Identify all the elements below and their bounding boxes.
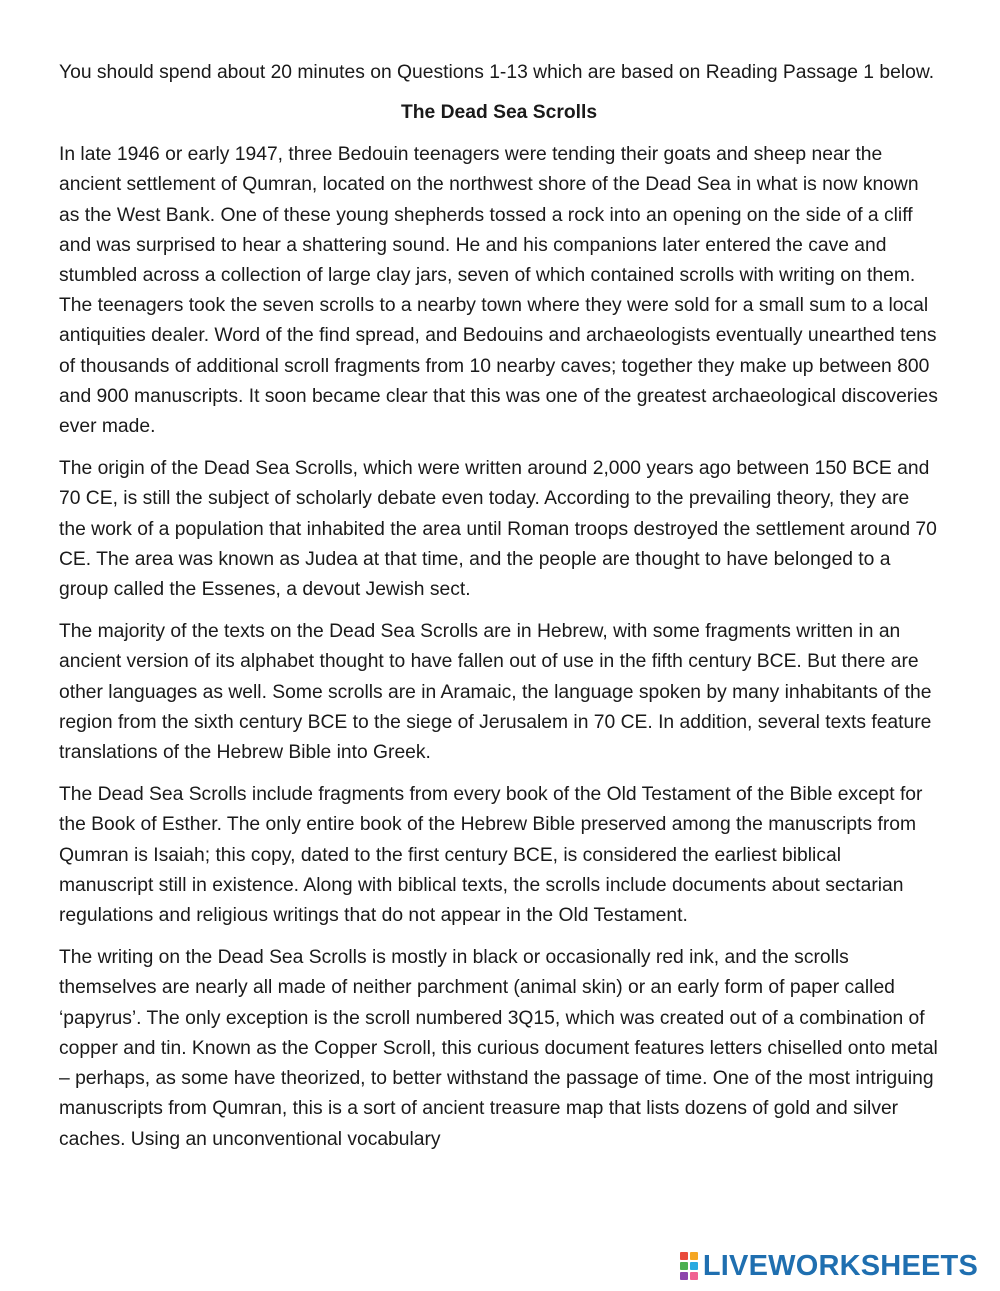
logo-tile <box>680 1252 688 1260</box>
paragraph-5: The writing on the Dead Sea Scrolls is mostly in black or occasionally red ink, and the scrolls themselves are nearly all made of neither parchment (animal skin) or an early form of paper called ‘papyrus’. The only exception is the scroll numbered 3Q15, which was created out of a combination of copper and tin. Known as the Copper Scroll, this curious document features letters chiselled onto metal – perhaps, as some have theorized, to better withstand the passage of time. One of the most intriguing manuscripts from Qumran, this is a sort of ancient treasure map that lists dozens of gold and silver caches. Using an unconventional vocabulary <box>59 947 938 1150</box>
logo-text: LIVEWORKSHEETS <box>702 1249 978 1282</box>
logo-tile <box>690 1272 698 1280</box>
paragraph-1: In late 1946 or early 1947, three Bedouin teenagers were tending their goats and sheep near the ancient settlement of Qumran, located on the northwest shore of the Dead Sea in what is now known as the West Bank. One of these young shepherds tossed a rock into an opening on the side of a cliff and was surprised to hear a shattering sound. He and his companions later entered the cave and stumbled across a collection of large clay jars, seven of which contained scrolls with writing on them. The teenagers took the seven scrolls to a nearby town where they were sold for a small sum to a local antiquities dealer. Word of the find spread, and Bedouins and archaeologists eventually unearthed tens of thousands of additional scroll fragments from 10 nearby caves; together they make up between 800 and 900 manuscripts. It soon became clear that this was one of the greatest archaeological discoveries ever made. <box>59 144 938 438</box>
logo-tile <box>680 1262 688 1270</box>
passage-title: The Dead Sea Scrolls <box>400 102 598 124</box>
liveworksheets-logo <box>680 1251 978 1281</box>
logo-tile <box>690 1262 698 1270</box>
instructions-text: You should spend about 20 minutes on Questions 1-13 which are based on Reading Passage 1 below. <box>59 62 935 83</box>
logo-tile <box>680 1272 688 1280</box>
paragraph-4: The Dead Sea Scrolls include fragments from every book of the Old Testament of the Bible except for the Book of Esther. The only entire book of the Hebrew Bible preserved among the manuscripts from Qumran is Isaiah; this copy, dated to the first century BCE, is considered the earliest biblical manuscript still in existence. Along with biblical texts, the scrolls include documents about sectarian regulations and religious writings that do not appear in the Old Testament. <box>59 784 923 927</box>
logo-tile <box>690 1252 698 1260</box>
logo-grid-icon <box>680 1252 698 1280</box>
paragraph-2: The origin of the Dead Sea Scrolls, which were written around 2,000 years ago between 150 BCE and 70 CE, is still the subject of scholarly debate even today. According to the prevailing theory, they are the work of a population that inhabited the area until Roman troops destroyed the settlement around 70 CE. The area was known as Judea at that time, and the people are thought to have belonged to a group called the Essenes, a devout Jewish sect. <box>59 458 937 601</box>
paragraph-3: The majority of the texts on the Dead Sea Scrolls are in Hebrew, with some fragments written in an ancient version of its alphabet thought to have fallen out of use in the fifth century BCE. But there are other languages as well. Some scrolls are in Aramaic, the language spoken by many inhabitants of the region from the sixth century BCE to the siege of Jerusalem in 70 CE. In addition, several texts feature translations of the Hebrew Bible into Greek. <box>59 621 932 764</box>
worksheet-page <box>59 58 939 1167</box>
